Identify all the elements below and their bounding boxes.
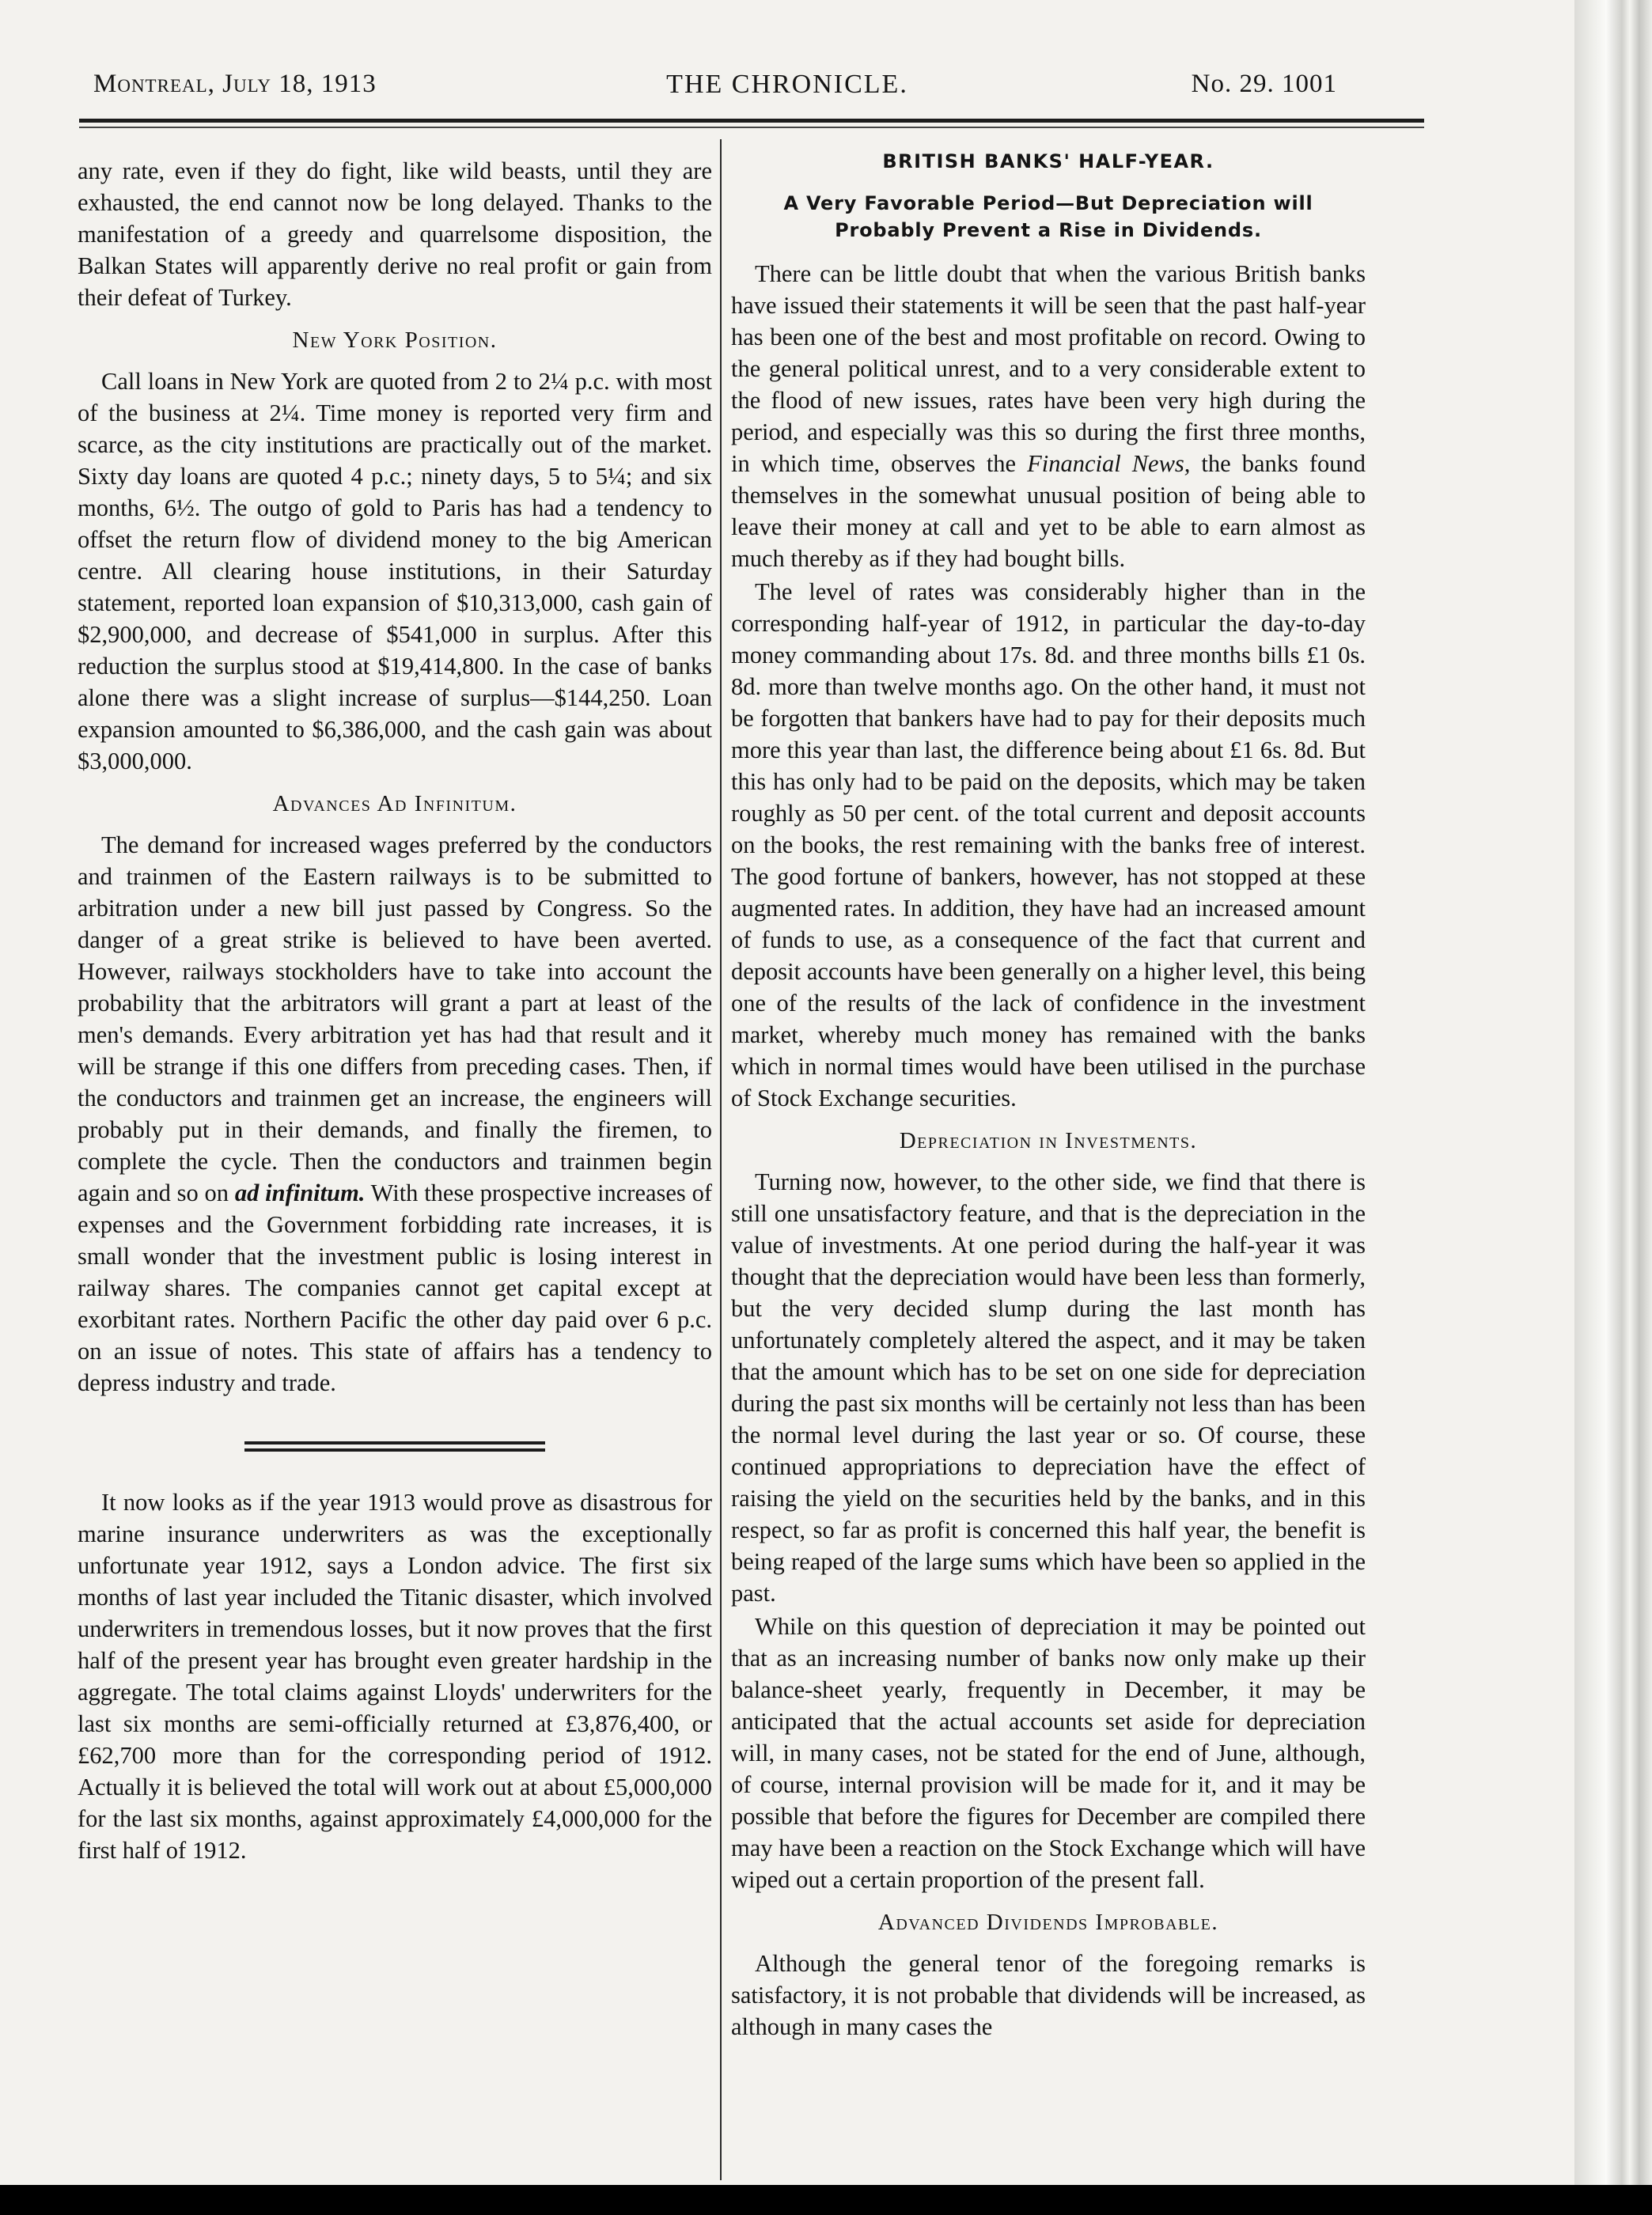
heading-advances-ad-infinitum: Advances Ad Infinitum. xyxy=(272,791,517,816)
paragraph-railways xyxy=(78,829,712,1399)
railways-text-a: The demand for increased wages preferred by the conductors and trainmen of the Eastern railways is to be submitted to arbitration under a new bill just passed by Congress. So the danger of a great strike is believed to have been averted. However, railways stockholders have to take into account the probability that the arbitrators will grant a part at least of the men's demands. Every arbitration yet has had that result and it will be strange if this one differs from preceding cases. Then, if the conductors and trainmen get an increase, the engineers will probably put in their demands, and finally the firemen, to complete the cycle. Then the conductors and trainmen begin again and so on xyxy=(78,831,712,1206)
heading-depreciation: Depreciation in Investments. xyxy=(899,1128,1198,1153)
paragraph-rates: The level of rates was considerably higher than in the corresponding half-year of 1912, in particular the day-to-day money commanding about 17s. 8d. and three months bills £1 0s. 8d. more than twelve months ago. On the other hand, it must not be forgotten that bankers have had to pay for their deposits much more this year than last, the difference being about £1 6s. 8d. But this has only had to be paid on the deposits, which may be taken roughly as 50 per cent. of the total current and deposit accounts on the books, the rest remaining with the banks free of interest. The good fortune of bankers, however, has not stopped at these augmented rates. In addition, they have had an increased amount of funds to use, as a consequence of the fact that current and deposit accounts have been generally on a higher level, this being one of the results of the lack of confidence in the investment market, whereby much money has remained with the banks which in normal times would have been utilised in the purchase of Stock Exchange securities. xyxy=(731,578,1366,1111)
paragraph-balkan: any rate, even if they do fight, like wild beasts, until they are exhausted, the end cannot now be long delayed. Thanks to the manifestation of a greedy and quarrelsome disposition, the Balkan States will apparently derive no real profit or gain from their defeat of Turkey. xyxy=(78,157,712,311)
paragraph-depreciation: Turning now, however, to the other side, we find that there is still one unsatisfactory feature, and that is the depreciation in the value of investments. At one period during the half-year it was thought that the depreciation would have been less than formerly, but the very decided slump during the last month has unfortunately completely altered the aspect, and it may be taken that the amount which has to be set on one side for depreciation during the past six months will be certainly not less than has been the normal level during the last year or so. Of course, these continued appropriations to depreciation have the effect of raising the yield on the securities held by the banks, and in this respect, so far as profit is concerned this half year, the benefit is being reaped of the large sums which have been so applied in the past. xyxy=(731,1168,1366,1607)
paragraph-balance-sheet: While on this question of depreciation it may be pointed out that as an increasing number of banks now only make up their balance-sheet yearly, frequently in December, it may be anticipated that the actual accounts set aside for depreciation will, in many cases, not be stated for the end of June, although, of course, internal provision will be made for it, and it may be possible that before the figures for December are compiled there may have been a reaction on the Stock Exchange which will have wiped out a certain proportion of the present fall. xyxy=(731,1613,1366,1893)
left-column xyxy=(78,155,712,1866)
railways-text-b: With these prospective increases of expenses and the Government forbidding rate increases, it is small wonder that the investment public is losing interest in railway shares. The companies cannot get capital except at exorbitant rates. Northern Pacific the other day paid over 6 p.c. on an issue of notes. This state of affairs has a tendency to depress industry and trade. xyxy=(78,1179,712,1396)
header-issue-page: No. 29. 1001 xyxy=(1191,70,1337,98)
article-title: BRITISH BANKS' HALF-YEAR. xyxy=(882,150,1214,172)
intro-text-b: the banks found themselves in the somewhat unusual position of being able to leave their money at call and yet to be able to earn almost as much thereby as if they had bought bills. xyxy=(731,450,1366,572)
paragraph-marine-insurance: It now looks as if the year 1913 would prove as disastrous for marine insurance underwriters as was the exceptionally unfortunate year 1912, says a London advice. The first six months of last year included the Titanic disaster, which involved underwriters in tremendous losses, but it now proves that the first half of the present year has brought even greater hardship in the aggregate. The total claims against Lloyds' underwriters for the last six months are semi-officially returned at £3,876,400, or £62,700 more than for the corresponding period of 1912. Actually it is believed the total will work out at about £5,000,000 for the last six months, against approximately £4,000,000 for the first half of 1912. xyxy=(78,1489,712,1864)
right-column xyxy=(731,146,1366,2043)
intro-italic: Financial News, xyxy=(1027,450,1191,477)
scan-border xyxy=(0,2185,1652,2215)
column-divider xyxy=(720,139,722,2180)
header-rule-thin xyxy=(79,127,1424,128)
heading-new-york-position: New York Position. xyxy=(292,328,498,353)
paragraph-new-york: Call loans in New York are quoted from 2 to 2¼ p.c. with most of the business at 2¼. Time money is reported very firm and scarce, as the city institutions are practically out of the market. Sixty day loans are quoted 4 p.c.; ninety days, 5 to 5¼; and six months, 6½. The outgo of gold to Paris has had a tendency to offset the return flow of dividend money to the big American centre. All clearing house institutions, in their Saturday statement, reported loan expansion of $10,313,000, cash gain of $2,900,000, and decrease of $541,000 in surplus. After this reduction the surplus stood at $19,414,800. In the case of banks alone there was a slight increase of surplus—$144,250. Loan expansion amounted to $6,386,000, and the cash gain was about $3,000,000. xyxy=(78,368,712,774)
section-divider xyxy=(244,1441,545,1452)
header-rule xyxy=(79,119,1424,123)
railways-italic: ad infinitum. xyxy=(234,1179,366,1206)
intro-text-a: There can be little doubt that when the various British banks have issued their statements it will be seen that the past half-year has been one of the best and most profitable on record. Owing to the general political unrest, and to a very considerable extent to the flood of new issues, rates have been very high during the period, and especially was this so during the first three months, in which time, observes the xyxy=(731,260,1366,477)
heading-dividends: Advanced Dividends Improbable. xyxy=(877,1910,1219,1935)
paragraph-intro xyxy=(731,258,1366,574)
header-dateline: Montreal, July 18, 1913 xyxy=(93,70,377,98)
paragraph-dividends: Although the general tenor of the foregoing remarks is satisfactory, it is not probable that dividends will be increased, as although in many cases the xyxy=(731,1950,1366,2040)
masthead-title: THE CHRONICLE. xyxy=(666,70,908,99)
article-subtitle: A Very Favorable Period—But Depreciation will Probably Prevent a Rise in Dividends. xyxy=(783,192,1313,241)
page-edge xyxy=(1574,0,1652,2215)
